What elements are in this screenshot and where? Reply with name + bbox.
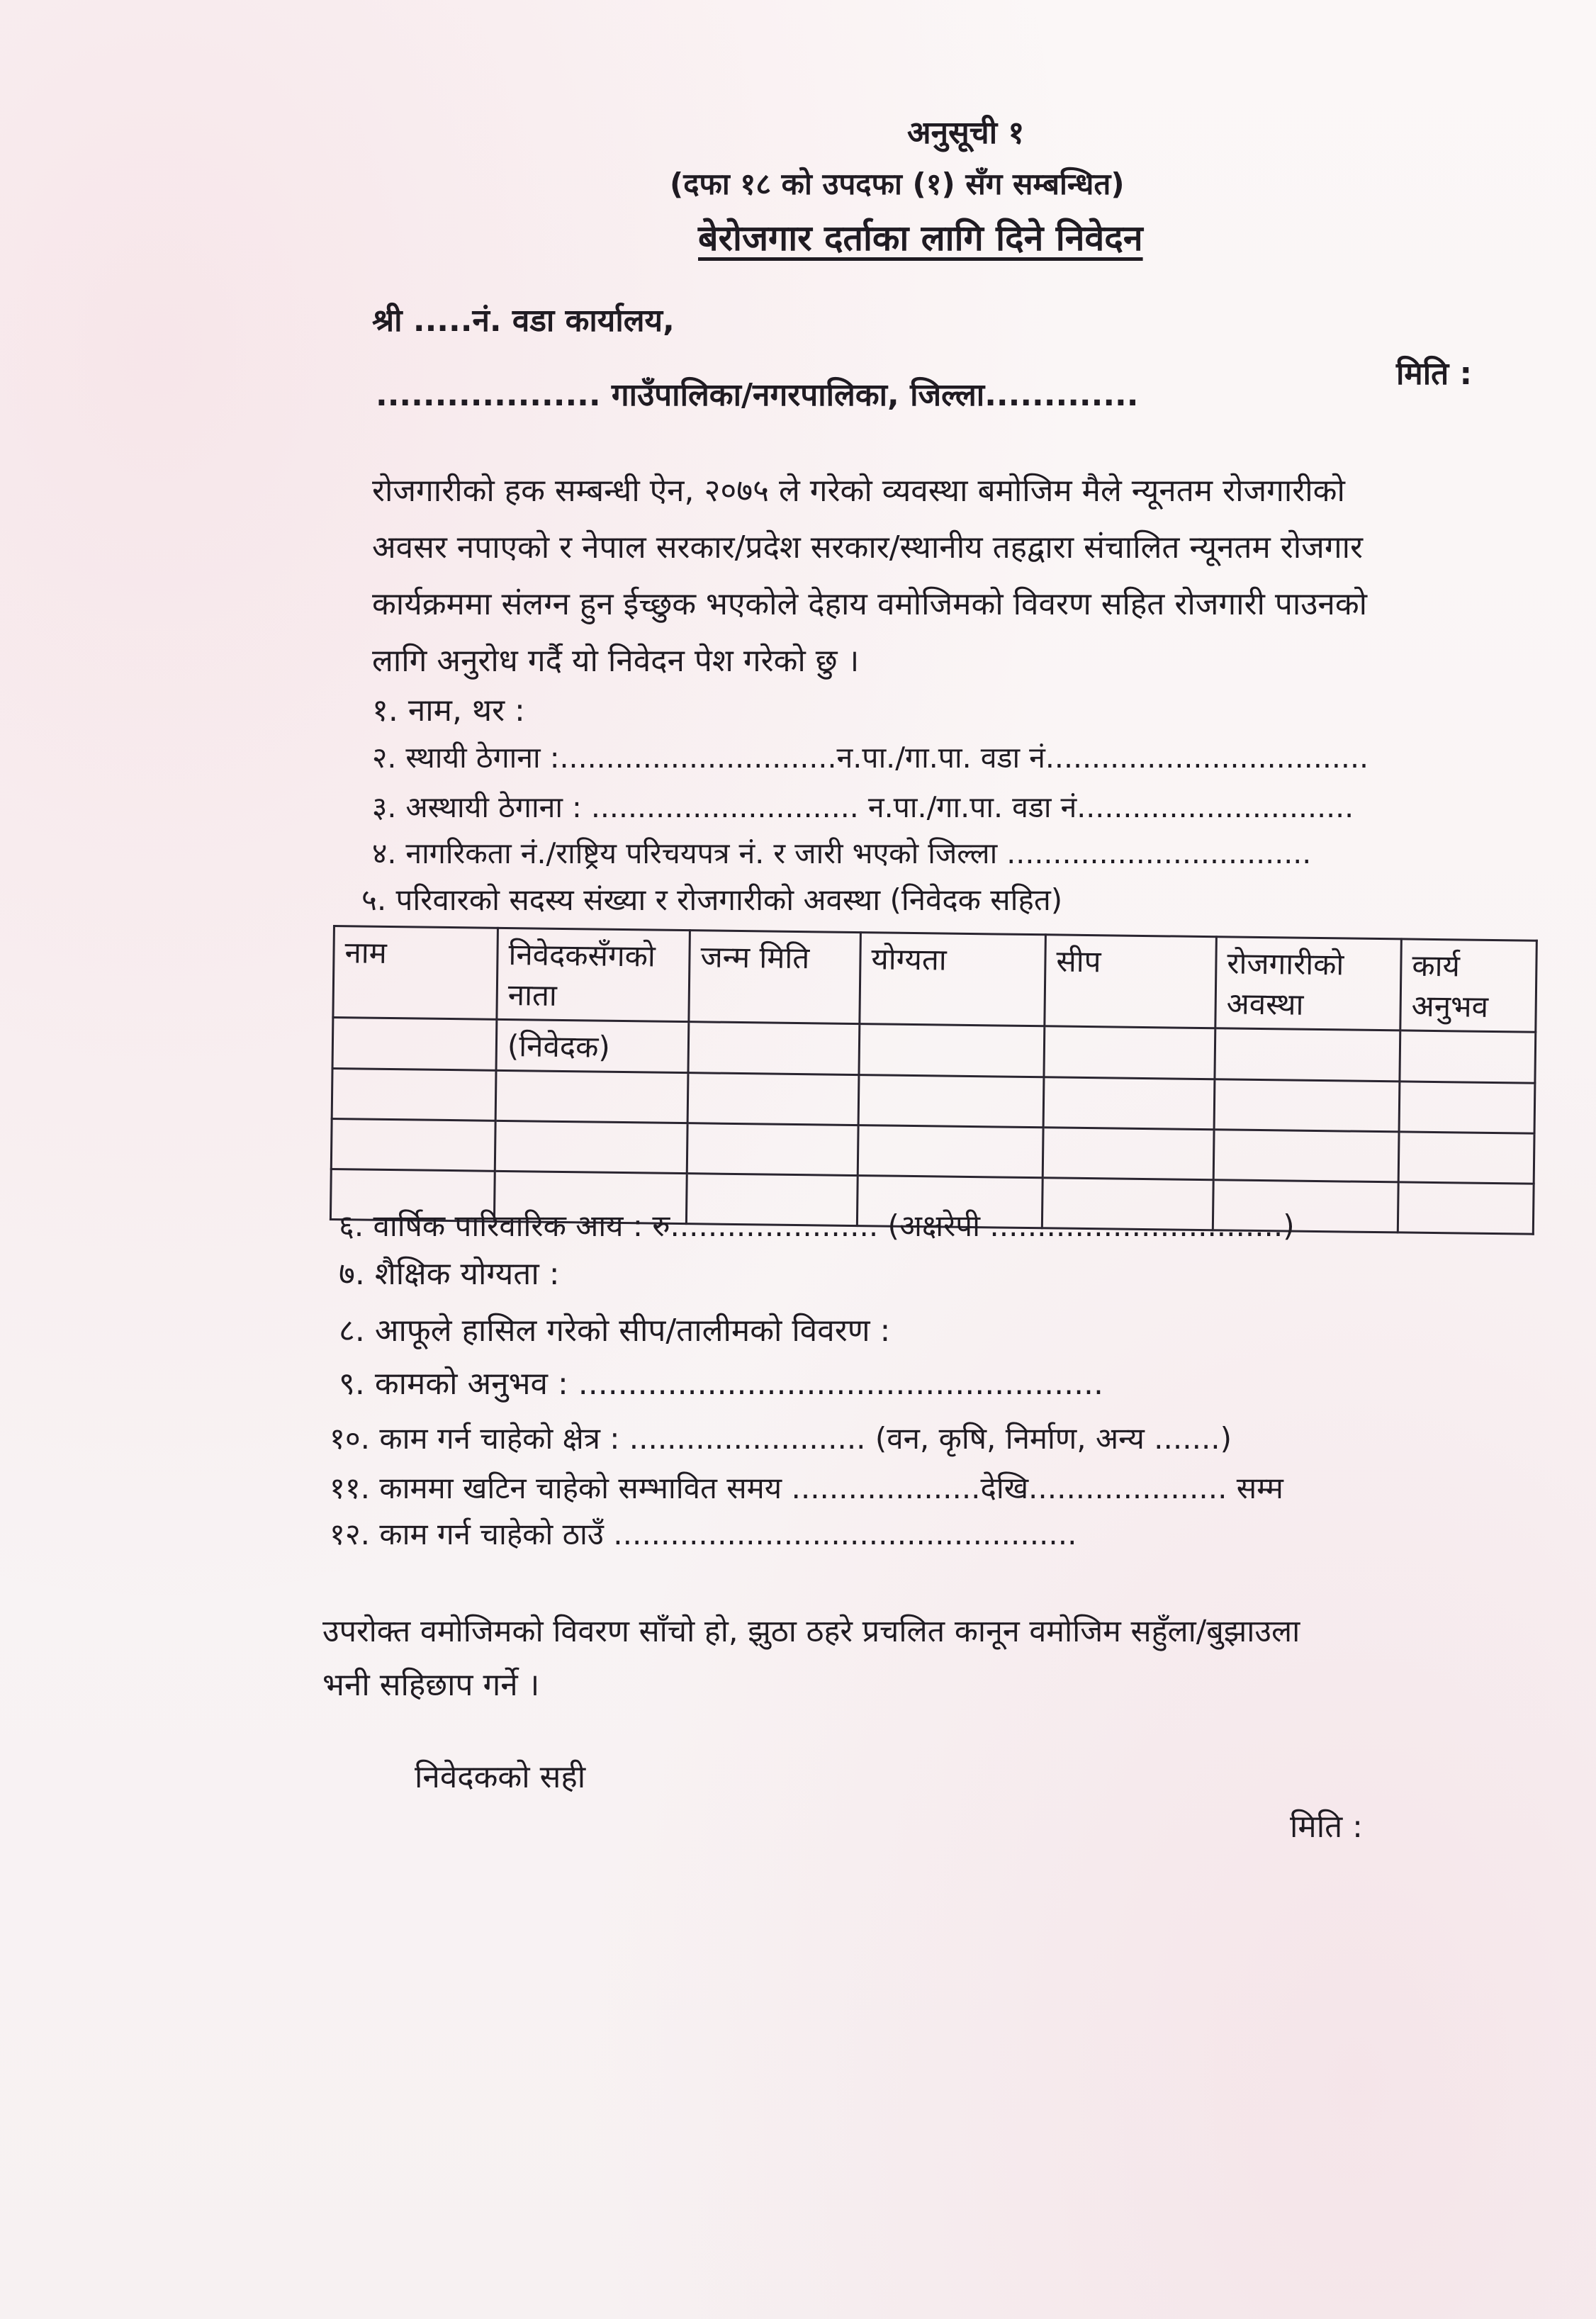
municipality-line: ................... गाउँपालिका/नगरपालिका, जिल्ला............. xyxy=(376,377,1139,413)
field-education: ७. शैक्षिक योग्यता : xyxy=(339,1256,560,1292)
field-temporary-address: ३. अस्थायी ठेगाना : ............................. न.पा./गा.पा. वडा नं.............................. xyxy=(372,790,1354,824)
field-citizenship: ४. नागरिकता नं./राष्ट्रिय परिचयपत्र नं. र जारी भएको जिल्ला ................................. xyxy=(372,836,1312,870)
field-permanent-address: २. स्थायी ठेगाना :..............................न.पा./गा.पा. वडा नं................................... xyxy=(372,741,1369,775)
table-cell[interactable] xyxy=(858,1125,1043,1178)
intro-line-1: रोजगारीको हक सम्बन्धी ऐन, २०७५ ले गरेको व्यवस्था बमोजिम मैले न्यूनतम रोजगारीको xyxy=(372,473,1345,509)
col-header-skill: सीप xyxy=(1045,935,1217,1028)
table-cell[interactable] xyxy=(1043,1077,1215,1130)
col-header-employment-status: रोजगारीको अवस्था xyxy=(1215,937,1402,1031)
table-cell[interactable] xyxy=(1043,1128,1214,1180)
table-cell[interactable] xyxy=(1398,1182,1534,1234)
family-table xyxy=(330,925,1538,1235)
table-header-row xyxy=(333,926,1536,1033)
col-header-dob: जन्म मिति xyxy=(689,931,861,1024)
col-header-relation: निवेदकसँगको नाता xyxy=(497,928,690,1021)
addressee-line: श्री .....नं. वडा कार्यालय, xyxy=(372,303,675,339)
table-cell[interactable] xyxy=(1399,1082,1535,1133)
table-cell-relation-applicant: (निवेदक) xyxy=(496,1019,689,1072)
field-name: १. नाम, थर : xyxy=(372,692,525,729)
col-header-work-experience: कार्य अनुभव xyxy=(1400,939,1537,1032)
table-cell[interactable] xyxy=(332,1018,497,1071)
field-work-sector: १०. काम गर्न चाहेको क्षेत्र : ......................... (वन, कृषि, निर्माण, अन्य .......) xyxy=(330,1421,1232,1456)
table-cell[interactable] xyxy=(331,1118,495,1171)
field-work-experience: ९. कामको अनुभव : ..................................................... xyxy=(339,1366,1104,1402)
intro-line-2: अवसर नपाएको र नेपाल सरकार/प्रदेश सरकार/स्थानीय तहद्वारा संचालित न्यूनतम रोजगार xyxy=(372,529,1363,566)
table-cell[interactable] xyxy=(1214,1079,1400,1132)
table-cell[interactable] xyxy=(688,1022,860,1075)
form-title: बेरोजगार दर्ताका लागि दिने निवेदन xyxy=(698,218,1143,259)
date-label-bottom: मिति : xyxy=(1290,1809,1363,1845)
section-reference: (दफा १८ को उपदफा (१) सँग सम्बन्धित) xyxy=(670,167,1125,201)
field-skills-training: ८. आफूले हासिल गरेको सीप/तालीमको विवरण : xyxy=(339,1313,891,1349)
table-cell[interactable] xyxy=(332,1069,496,1121)
intro-line-3: कार्यक्रममा संलग्न हुन ईच्छुक भएकोले देहाय वमोजिमको विवरण सहित रोजगारी पाउनको xyxy=(372,586,1368,622)
table-cell[interactable] xyxy=(495,1121,687,1173)
declaration-line-1: उपरोक्त वमोजिमको विवरण साँचो हो, झुठा ठहरे प्रचलित कानून वमोजिम सहुँला/बुझाउला xyxy=(322,1614,1300,1649)
schedule-label: अनुसूची १ xyxy=(907,115,1025,151)
table-cell[interactable] xyxy=(1215,1028,1400,1082)
col-header-qualification: योग्यता xyxy=(860,933,1046,1026)
table-cell[interactable] xyxy=(687,1073,859,1125)
table-cell[interactable] xyxy=(1398,1132,1534,1184)
table-cell[interactable] xyxy=(495,1070,688,1123)
field-family-members: ५. परिवारको सदस्य संख्या र रोजगारीको अवस्था (निवेदक सहित) xyxy=(361,882,1063,917)
table-cell[interactable] xyxy=(1400,1031,1536,1083)
intro-line-4: लागि अनुरोध गर्दै यो निवेदन पेश गरेको छु । xyxy=(372,643,860,679)
declaration-line-2: भनी सहिछाप गर्ने । xyxy=(322,1667,540,1703)
applicant-signature-label: निवेदकको सही xyxy=(415,1759,586,1795)
date-label-top: मिति : xyxy=(1396,356,1473,392)
field-annual-income: ६. वार्षिक पारिवारिक आय : रु...................... (अक्षरेपी ...............................) xyxy=(339,1208,1295,1243)
table-cell[interactable] xyxy=(687,1123,858,1176)
field-work-period: ११. काममा खटिन चाहेको सम्भावित समय ....................देखि..................... सम्म xyxy=(330,1471,1283,1505)
table-cell[interactable] xyxy=(1044,1026,1215,1079)
table-cell[interactable] xyxy=(1213,1130,1399,1182)
col-header-name: नाम xyxy=(333,926,498,1020)
table-cell[interactable] xyxy=(859,1024,1045,1077)
table-cell[interactable] xyxy=(858,1075,1044,1128)
field-work-location: १२. काम गर्न चाहेको ठाउँ ................................................. xyxy=(330,1517,1077,1551)
